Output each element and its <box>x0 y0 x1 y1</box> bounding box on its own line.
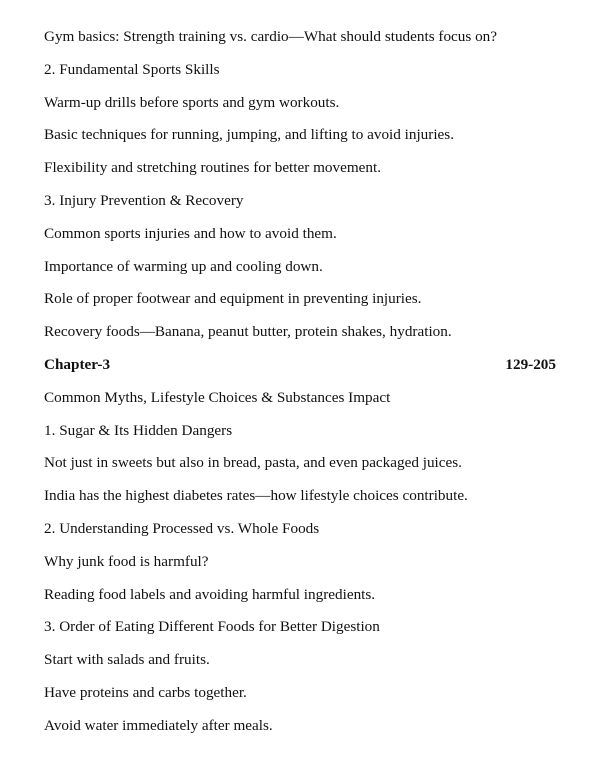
text-line: Warm-up drills before sports and gym workouts. <box>44 93 340 111</box>
text-line: Recovery foods—Banana, peanut butter, protein shakes, hydration. <box>44 323 452 341</box>
text-line: Start with salads and fruits. <box>44 651 210 669</box>
section-heading: 3. Order of Eating Different Foods for Better Digestion <box>44 618 380 636</box>
text-line: Flexibility and stretching routines for better movement. <box>44 159 382 177</box>
text-line: Gym basics: Strength training vs. cardio—What should students focus on? <box>44 28 498 45</box>
section-heading: 1. Sugar & Its Hidden Dangers <box>44 421 233 439</box>
chapter-page-range: 129-205 <box>505 355 556 373</box>
text-line: Reading food labels and avoiding harmful ingredients. <box>44 585 376 603</box>
text-line: Why junk food is harmful? <box>44 552 209 570</box>
text-line: Basic techniques for running, jumping, and lifting to avoid injuries. <box>44 126 454 144</box>
text-line: Common sports injuries and how to avoid them. <box>44 224 337 242</box>
text-line: Not just in sweets but also in bread, pasta, and even packaged juices. <box>44 454 462 472</box>
section-heading: 3. Injury Prevention & Recovery <box>44 191 244 209</box>
section-heading: 2. Fundamental Sports Skills <box>44 60 220 78</box>
text-line: Avoid water immediately after meals. <box>44 716 273 734</box>
text-line: Have proteins and carbs together. <box>44 683 247 701</box>
chapter-title: Chapter-3 <box>44 355 111 373</box>
document-page <box>44 21 556 743</box>
text-line: Importance of warming up and cooling down. <box>44 257 323 275</box>
section-heading: 2. Understanding Processed vs. Whole Foods <box>44 519 320 537</box>
text-line: India has the highest diabetes rates—how lifestyle choices contribute. <box>44 487 468 505</box>
chapter-heading <box>44 349 556 382</box>
text-line: Role of proper footwear and equipment in preventing injuries. <box>44 290 422 308</box>
chapter-subtitle: Common Myths, Lifestyle Choices & Substances Impact <box>44 388 391 406</box>
